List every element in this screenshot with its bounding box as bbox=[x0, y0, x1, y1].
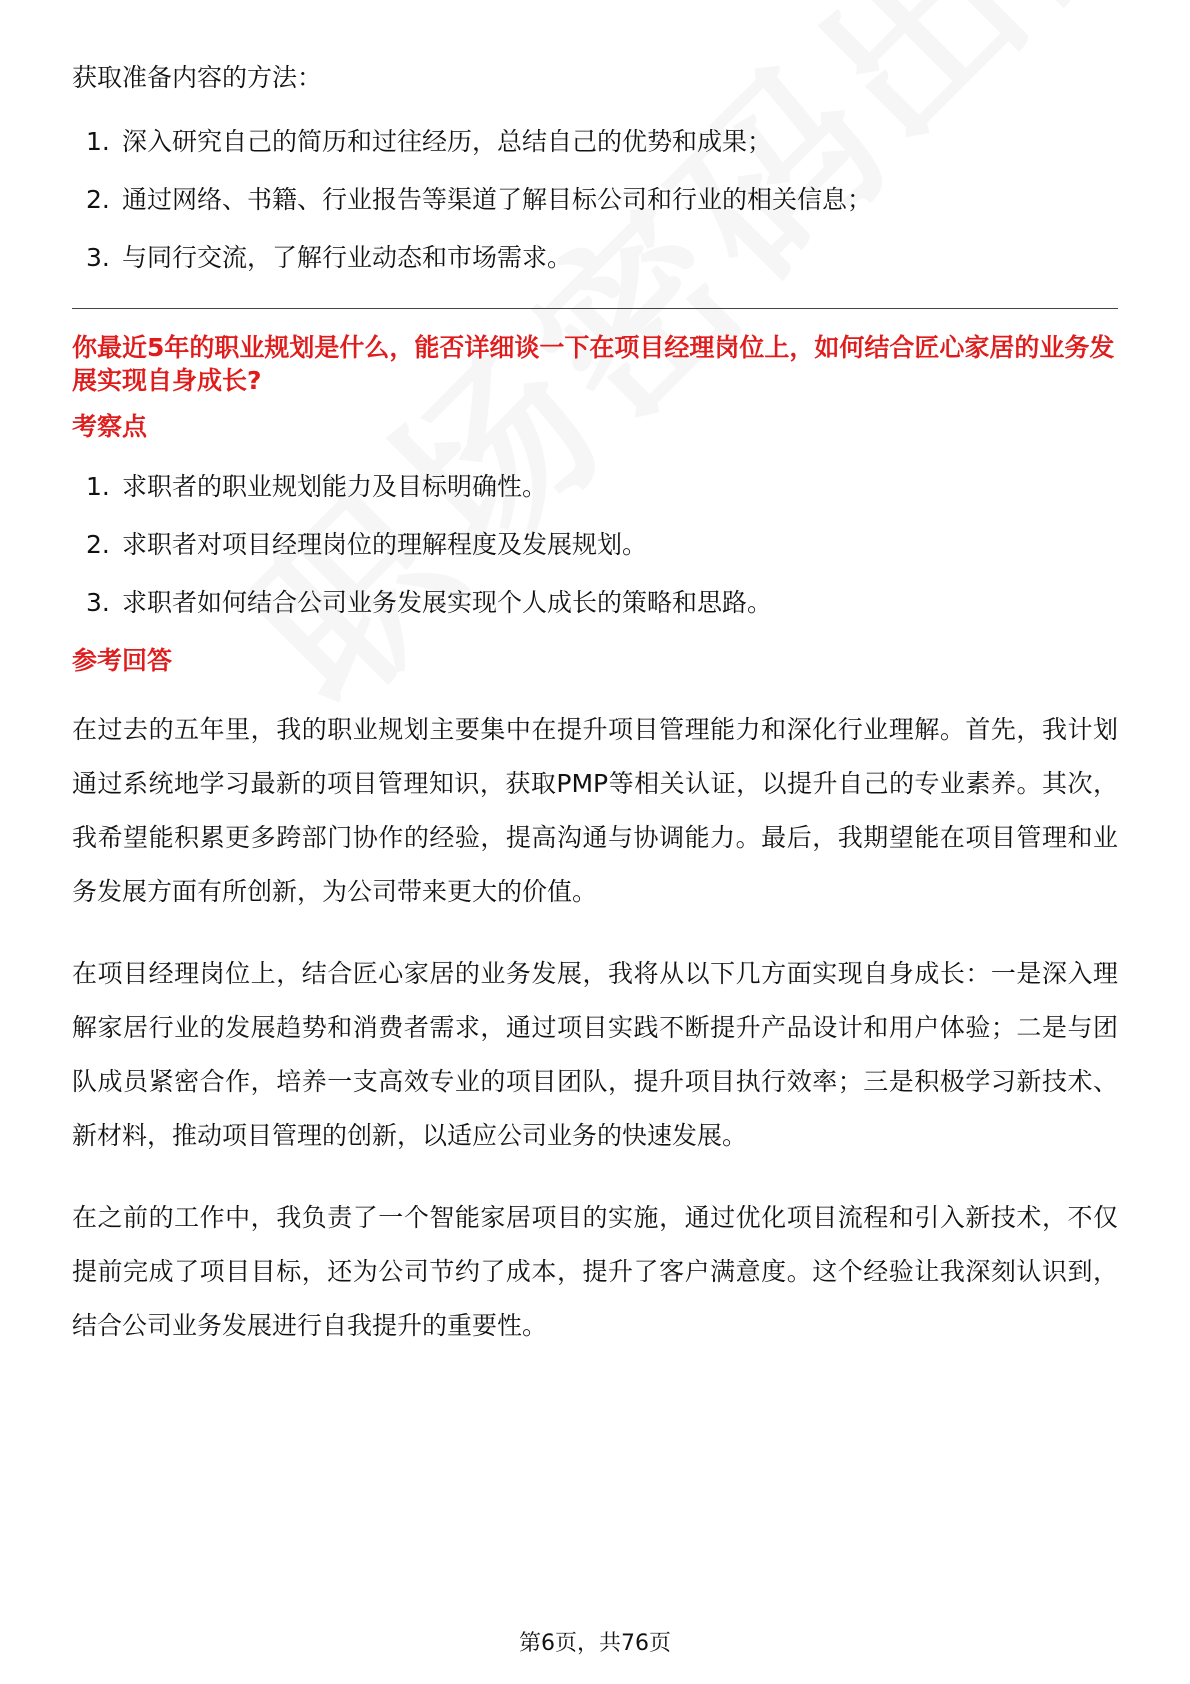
list-text: 求职者的职业规划能力及目标明确性。 bbox=[122, 472, 548, 501]
list-text: 通过网络、书籍、行业报告等渠道了解目标公司和行业的相关信息； bbox=[122, 185, 873, 214]
list-item bbox=[72, 124, 1118, 160]
list-item bbox=[72, 469, 1118, 505]
list-number: 1. bbox=[86, 472, 110, 501]
list-number: 1. bbox=[86, 127, 110, 156]
list-item bbox=[72, 527, 1118, 563]
list-item bbox=[72, 182, 1118, 218]
intro-text: 获取准备内容的方法： bbox=[72, 63, 323, 92]
list-text: 求职者对项目经理岗位的理解程度及发展规划。 bbox=[122, 530, 648, 559]
page-number: 第6页，共76页 bbox=[519, 1631, 671, 1656]
question-heading: 你最近5年的职业规划是什么，能否详细谈一下在项目经理岗位上，如何结合匠心家居的业务发展实现自身成长? bbox=[72, 333, 1115, 395]
list-number: 3. bbox=[86, 588, 110, 617]
answer-paragraph: 在过去的五年里，我的职业规划主要集中在提升项目管理能力和深化行业理解。首先，我计划通过系统地学习最新的项目管理知识，获取PMP等相关认证，以提升自己的专业素养。其次，我希望能积累更多跨部门协作的经验，提高沟通与协调能力。最后，我期望能在项目管理和业务发展方面有所创新，为公司带来更大的价值。 bbox=[72, 715, 1118, 906]
list-item bbox=[72, 240, 1118, 276]
answer-paragraph: 在之前的工作中，我负责了一个智能家居项目的实施，通过优化项目流程和引入新技术，不仅提前完成了项目目标，还为公司节约了成本，提升了客户满意度。这个经验让我深刻认识到，结合公司业务发展进行自我提升的重要性。 bbox=[72, 1203, 1118, 1340]
prep-methods-list bbox=[72, 124, 1118, 276]
list-text: 深入研究自己的简历和过往经历，总结自己的优势和成果； bbox=[122, 127, 773, 156]
list-item bbox=[72, 585, 1118, 621]
answer-title: 参考回答 bbox=[72, 646, 173, 675]
list-text: 与同行交流，了解行业动态和市场需求。 bbox=[122, 243, 573, 272]
document-page bbox=[72, 60, 1118, 1381]
assessment-list bbox=[72, 469, 1118, 621]
section-divider bbox=[72, 308, 1118, 309]
list-number: 3. bbox=[86, 243, 110, 272]
list-number: 2. bbox=[86, 530, 110, 559]
list-number: 2. bbox=[86, 185, 110, 214]
list-text: 求职者如何结合公司业务发展实现个人成长的策略和思路。 bbox=[122, 588, 773, 617]
answer-paragraph: 在项目经理岗位上，结合匠心家居的业务发展，我将从以下几方面实现自身成长：一是深入理解家居行业的发展趋势和消费者需求，通过项目实践不断提升产品设计和用户体验；二是与团队成员紧密合作，培养一支高效专业的项目团队，提升项目执行效率；三是积极学习新技术、新材料，推动项目管理的创新，以适应公司业务的快速发展。 bbox=[72, 959, 1118, 1150]
assessment-title: 考察点 bbox=[72, 412, 148, 441]
